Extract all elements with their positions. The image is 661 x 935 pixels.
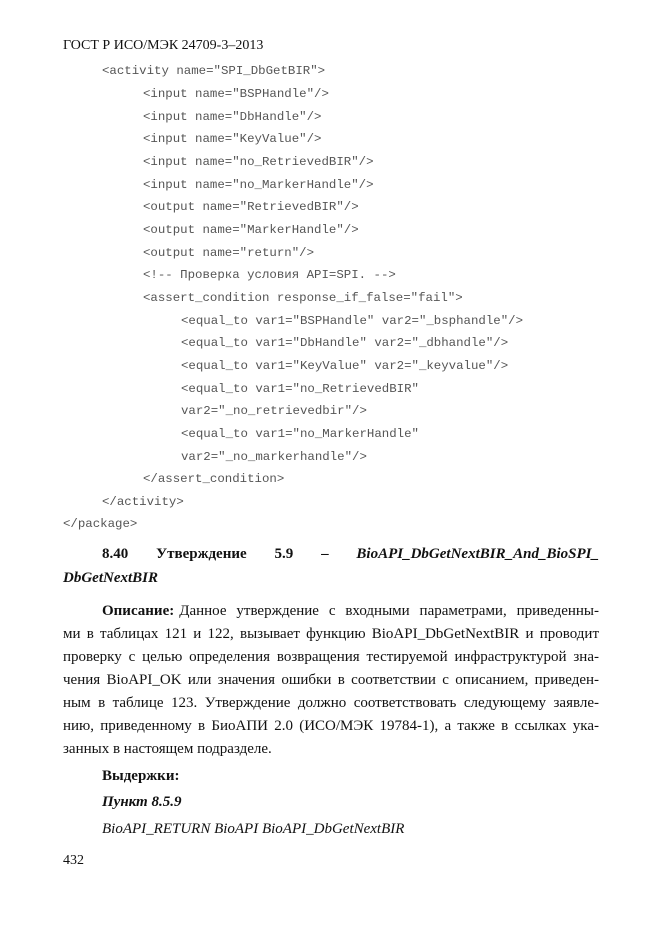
text-line: ми в таблицах 121 и 122, вызывает функцию BioAPI_DbGetNextBIR и проводит — [63, 626, 599, 642]
code-line: <output name="return"/> — [143, 246, 315, 260]
text-line: чения BioAPI_OK или значения ошибки в соответствии с описанием, приведен- — [63, 672, 599, 688]
description-label: Описание: — [102, 603, 175, 619]
section-dash: – — [321, 546, 329, 562]
text-line: ным в таблице 123. Утверждение должно соответствовать следующему заявле- — [63, 695, 599, 711]
function-signature: BioAPI_RETURN BioAPI BioAPI_DbGetNextBIR — [102, 821, 405, 837]
code-line: <equal_to var1="KeyValue" var2="_keyvalue"/> — [181, 359, 509, 373]
code-line: <equal_to var1="no_RetrievedBIR" — [181, 382, 419, 396]
code-line: <equal_to var1="BSPHandle" var2="_bsphandle"/> — [181, 314, 524, 328]
code-line: <input name="no_RetrievedBIR"/> — [143, 155, 374, 169]
text-line: Данное утверждение с входными параметрами, приведенны- — [179, 603, 599, 619]
code-line: <activity name="SPI_DbGetBIR"> — [102, 64, 326, 78]
text-line: нию, приведенному в БиоАПИ 2.0 (ИСО/МЭК 19784-1), а также в ссылках ука- — [63, 718, 599, 734]
code-line: <equal_to var1="DbHandle" var2="_dbhandle"/> — [181, 336, 509, 350]
section-subnumber: 5.9 — [274, 546, 294, 562]
excerpts-label: Выдержки: — [102, 768, 180, 784]
section-title-cont: DbGetNextBIR — [63, 570, 158, 586]
code-line: </assert_condition> — [143, 472, 285, 486]
code-line: </activity> — [102, 495, 184, 509]
code-line: </package> — [63, 517, 138, 531]
code-line: <input name="KeyValue"/> — [143, 132, 322, 146]
code-line: <output name="MarkerHandle"/> — [143, 223, 359, 237]
document-header: ГОСТ Р ИСО/МЭК 24709-3–2013 — [63, 38, 264, 53]
code-comment: <!-- Проверка условия API=SPI. --> — [143, 268, 396, 282]
section-number: 8.40 — [102, 546, 129, 562]
code-line: <equal_to var1="no_MarkerHandle" — [181, 427, 419, 441]
code-line: <input name="no_MarkerHandle"/> — [143, 178, 374, 192]
page-number: 432 — [63, 853, 84, 868]
code-line: var2="_no_markerhandle"/> — [181, 450, 367, 464]
text-line: занных в настоящем подразделе. — [63, 741, 272, 757]
text-line: проверку с целью определения возвращения тестируемой инфраструктурой зна- — [63, 649, 599, 665]
code-line: var2="_no_retrievedbir"/> — [181, 404, 367, 418]
section-word: Утверждение — [156, 546, 247, 562]
code-line: <input name="BSPHandle"/> — [143, 87, 329, 101]
section-title: BioAPI_DbGetNextBIR_And_BioSPI_ — [356, 546, 599, 562]
code-line: <output name="RetrievedBIR"/> — [143, 200, 359, 214]
clause-heading: Пункт 8.5.9 — [102, 794, 182, 810]
code-line: <input name="DbHandle"/> — [143, 110, 322, 124]
code-line: <assert_condition response_if_false="fail"> — [143, 291, 463, 305]
